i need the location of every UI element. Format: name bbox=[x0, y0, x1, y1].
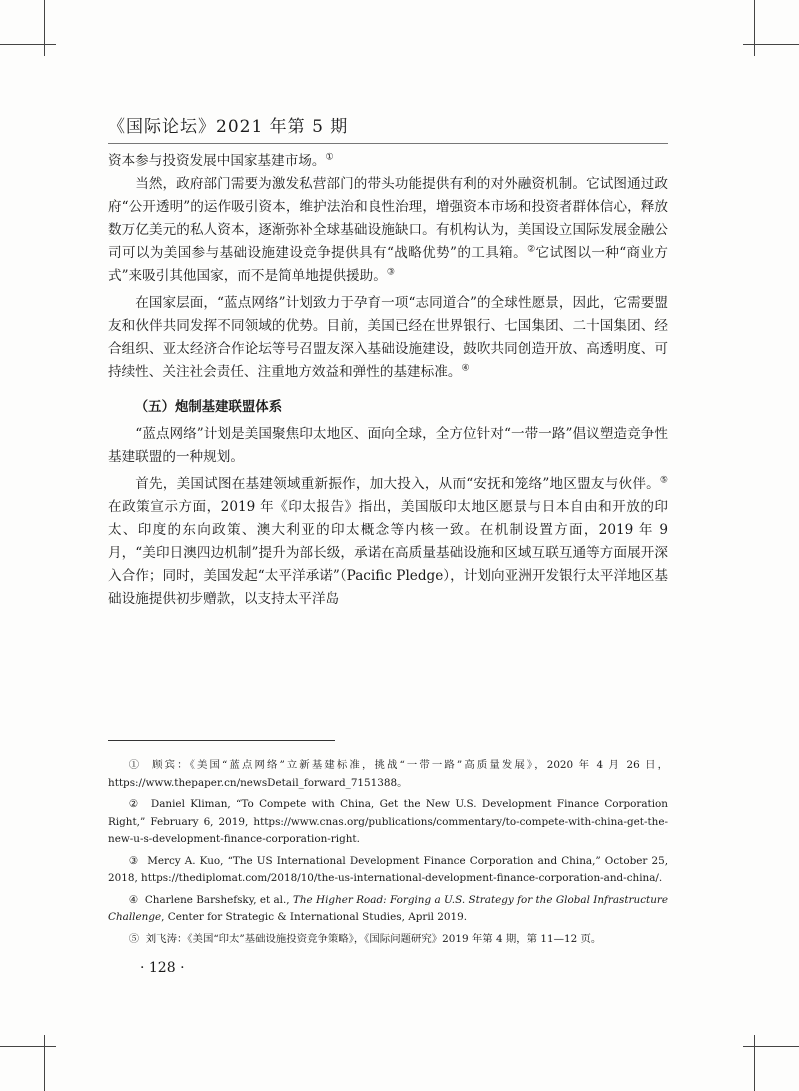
note-ref-1[interactable]: ① bbox=[325, 152, 334, 163]
main-text bbox=[108, 150, 668, 611]
note-ref-2[interactable]: ② bbox=[527, 244, 536, 255]
footnote-marker: ① bbox=[128, 759, 142, 771]
paragraph-3: “蓝点网络”计划是美国聚焦印太地区、面向全球，全方位针对“一带一路”倡议塑造竞争性基建联盟的一种规划。 bbox=[108, 426, 668, 465]
footnote-3: ③ Mercy A. Kuo, “The US International Development Finance Corporation and China,” October 25, 2018, https://thediplomat.com/2018/10/the-us-international-development-finance-corporation-and-china/. bbox=[108, 854, 668, 884]
footnote-5: ⑤ 刘飞涛：《美国“印太”基础设施投资竞争策略》，《国际问题研究》2019 年第 4 期，第 11—12 页。 bbox=[128, 932, 602, 945]
crop-mark-top-left bbox=[0, 0, 56, 56]
footnote-2: ② Daniel Kliman, “To Compete with China, Get the New U.S. Development Finance Corporation Right,” February 6, 2019, https://www.cnas.org/publications/commentary/to-compete-with-china-get-the-new-u-s-development-finance-corporation-right. bbox=[108, 798, 669, 845]
footnote-4: ④ Charlene Barshefsky, et al., The Higher Road: Forging a U.S. Strategy for the Global Infrastructure Challenge, Center for Strategic & International Studies, April 2019. bbox=[108, 893, 669, 923]
footnotes bbox=[108, 757, 668, 952]
note-ref-4[interactable]: ④ bbox=[461, 363, 470, 374]
crop-mark-bottom-left bbox=[0, 1035, 56, 1091]
footnote-1: ① 顾宾：《美国“蓝点网络”立新基建标准，挑战“一带一路”高质量发展》，2020 年 4 月 26 日，https://www.thepaper.cn/newsDetail_forward_7151388。 bbox=[108, 759, 669, 789]
paragraph-2: 在国家层面，“蓝点网络”计划致力于孕育一项“志同道合”的全球性愿景，因此，它需要盟友和伙伴共同发挥不同领域的优势。目前，美国已经在世界银行、七国集团、二十国集团、经合组织、亚太经济合作论坛等号召盟友深入基础设施建设，鼓吹共同创造开放、高透明度、可持续性、关注社会责任、注重地方效益和弹性的基建标准。④ bbox=[108, 295, 668, 380]
paragraph-4: 首先，美国试图在基建领域重新振作，加大投入，从而“安抚和笼络”地区盟友与伙伴。⑤在政策宣示方面，2019 年《印太报告》指出，美国版印太地区愿景与日本自由和开放的印太、印度的东向政策、澳大利亚的印太概念等内核一致。在机制设置方面，2019 年 9 月，“美印日澳四边机制”提升为部长级，承诺在高质量基础设施和区域互联互通等方面展开深入合作；同时，美国发起“太平洋承诺”（Pacific Pledge），计划向亚洲开发银行太平洋地区基础设施提供初步赠款，以支持太平洋岛 bbox=[108, 475, 668, 607]
crop-mark-bottom-right bbox=[743, 1035, 799, 1091]
section-heading: （五）炮制基建联盟体系 bbox=[134, 400, 283, 415]
note-ref-5[interactable]: ⑤ bbox=[659, 475, 668, 486]
header-rule bbox=[108, 143, 668, 144]
footnote-marker: ⑤ bbox=[128, 932, 140, 945]
crop-mark-top-right bbox=[743, 0, 799, 56]
note-ref-3[interactable]: ③ bbox=[386, 267, 395, 278]
page-number: · 128 · bbox=[140, 960, 185, 976]
footnote-marker: ② bbox=[128, 798, 141, 810]
running-header: 《国际论坛》2021 年第 5 期 bbox=[108, 117, 349, 137]
footnote-rule bbox=[108, 740, 335, 741]
paragraph-1: 当然，政府部门需要为激发私营部门的带头功能提供有利的对外融资机制。它试图通过政府“公开透明”的运作吸引资本，维护法治和良性治理，增强资本市场和投资者群体信心，释放数万亿美元的私人资本，逐渐弥补全球基础设施缺口。有机构认为，美国设立国际发展金融公司可以为美国参与基础设施建设竞争提供具有“战略优势”的工具箱。②它试图以一种“商业方式”来吸引其他国家，而不是简单地提供援助。③ bbox=[108, 176, 669, 284]
footnote-marker: ③ bbox=[128, 854, 139, 867]
paragraph-0: 资本参与投资发展中国家基建市场。① bbox=[108, 152, 334, 169]
footnote-marker: ④ bbox=[128, 893, 139, 906]
